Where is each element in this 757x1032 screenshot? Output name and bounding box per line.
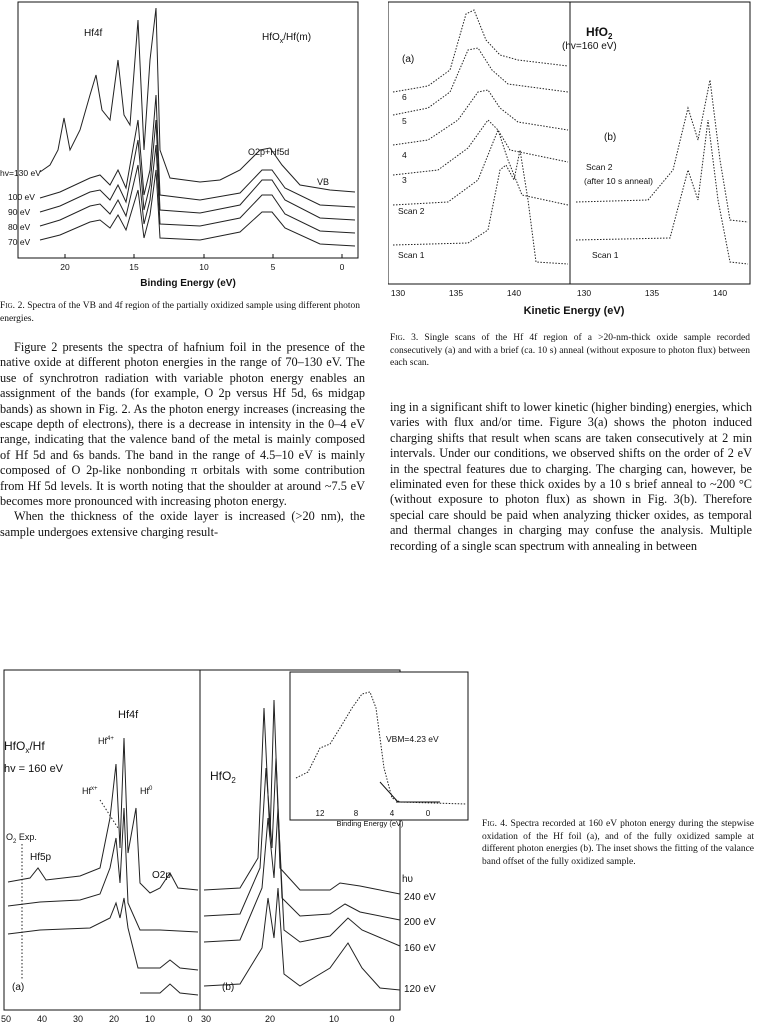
fig3-scan-curve [393, 130, 568, 205]
fig4-xtick-a: 10 [144, 1014, 156, 1024]
fig2-label-sample: HfO$_x$/Hf(m) [262, 32, 312, 45]
fig4-sample-b: HfO$_2$ [210, 769, 236, 785]
fig4-hv-b: hυ [402, 874, 414, 885]
fig4-spectrum-a [8, 898, 198, 970]
fig3-xlabel: Kinetic Energy (eV) [523, 305, 625, 317]
fig2-energy-label: 80 eV [8, 222, 31, 232]
fig4-inset-xtick: 8 [353, 809, 359, 818]
fig4-hf4plus: $Hf^{4+}$ [98, 736, 114, 746]
body-text-right [390, 400, 752, 554]
figure-2 [0, 0, 365, 290]
fig4-energy-b: 160 eV [404, 943, 436, 954]
fig2-label-vb: VB [317, 177, 330, 187]
fig3-anneal-b: (after 10 s anneal) [584, 176, 653, 186]
fig4-xtick-a: 50 [0, 1014, 12, 1024]
fig4-inset [290, 672, 468, 820]
fig3-scan-label: 5 [402, 116, 407, 126]
fig2-xtick: 15 [129, 262, 139, 272]
fig4-hv-a: hv = 160 eV [4, 763, 64, 775]
paragraph: Figure 2 presents the spectra of hafnium foil in the presence of the native oxide at different photon energies in the range of 70–130 eV. The use of synchrotron radiation with variable photon energy enables an assignment of the bands (for example, O 2p versus Hf 5d, 6s midgap bands) as shown in Fig. 2. As the photon energy increases (increasing the escape depth of electrons), there is a decrease in intensity in the 0–4 eV range, indicating that the valence band of the metal is mainly composed of Hf 5d and 6s bands. The band in the range of 4.5–10 eV is mainly composed of O 2p-like nonbonding π orbitals with some contribution from Hf 5d levels. It is worth noting that the shoulder at around ~7.5 eV becomes more pronounced with increasing photon energy. [0, 340, 365, 509]
fig2-xtick: 0 [339, 262, 345, 272]
fig4-hf5p: Hf5p [30, 852, 52, 863]
fig2-xlabel: Binding Energy (eV) [140, 278, 236, 289]
fig2-energy-label: 70 eV [8, 237, 31, 247]
fig2-energy-label: 90 eV [8, 207, 31, 217]
fig2-label-hf4f: Hf4f [84, 28, 103, 39]
fig4-sample-a: HfO$_x$/Hf [4, 739, 45, 755]
fig3-scan-curve [393, 120, 568, 175]
fig2-spectrum [40, 145, 355, 233]
fig4-energy-b: 120 eV [404, 984, 436, 995]
fig4-inset-xlabel: Binding Energy (eV) [336, 819, 404, 828]
fig3-xtick-b: 140 [712, 288, 728, 298]
fig2-energy-label: 100 eV [8, 192, 35, 202]
fig2-xtick: 10 [199, 262, 209, 272]
fig3-scan-curve [393, 90, 568, 145]
fig4-energy-b: 200 eV [404, 917, 436, 928]
fig2-xtick: 20 [60, 262, 70, 272]
fig4-xtick-a: 20 [108, 1014, 120, 1024]
fig4-caption-label: Fig. 4. [482, 819, 508, 829]
fig3-scan-label: Scan 1 [398, 250, 425, 260]
fig4-spectrum-b [204, 808, 400, 946]
fig4-inset-xtick: 12 [315, 809, 325, 818]
fig4-panel-a: (a) [12, 982, 25, 993]
fig4-o2p: O2p [152, 870, 171, 881]
fig2-caption-label: Fig. 2. [0, 301, 25, 311]
fig4-energy-b: 240 eV [404, 892, 436, 903]
fig4-hf4f: Hf4f [118, 709, 139, 721]
fig4-xtick-b: 30 [200, 1014, 212, 1024]
fig3-scan-curve [576, 120, 748, 264]
fig4-inset-vbm: VBM=4.23 eV [386, 734, 439, 744]
fig3-scan-curve [576, 80, 748, 222]
fig3-panel-a: (a) [402, 54, 415, 65]
fig3-scan1-b: Scan 1 [592, 250, 619, 260]
fig3-scan-label: 4 [402, 150, 407, 160]
fig2-spectrum [40, 95, 355, 207]
fig3-scan-curve [393, 48, 568, 115]
fig3-caption-text: Single scans of the Hf 4f region of a >20-nm-thick oxide sample recorded consecutively (a) and with a brief (ca. 10 s) anneal (without exposure to photon flux) between each scan. [390, 333, 751, 368]
fig2-label-o2p: O2p+Hf5d [248, 147, 290, 157]
fig4-panel-b: (b) [222, 982, 235, 993]
fig4-inset-xtick: 0 [425, 809, 431, 818]
fig2-energy-label: hv=130 eV [0, 168, 41, 178]
fig4-spectrum-b [204, 888, 400, 990]
fig3-xtick-b: 130 [576, 288, 592, 298]
fig2-xtick: 5 [270, 262, 276, 272]
fig3-scan-label: 6 [402, 92, 407, 102]
fig3-caption [390, 332, 750, 370]
figure-3 [388, 0, 757, 320]
fig4-xtick-b: 20 [264, 1014, 276, 1024]
fig3-panel-b: (b) [604, 132, 617, 143]
fig4-xtick-a: 0 [187, 1014, 193, 1024]
fig3-scan-label: 3 [402, 175, 407, 185]
fig4-caption-text: Spectra recorded at 160 eV photon energy during the stepwise oxidation of the Hf foil (a), and of the fully oxidized sample at different photon energies (b). The inset shows the fitting of the valance band offset of the fully oxidized sample. [482, 819, 755, 867]
fig3-xtick-b: 135 [644, 288, 660, 298]
fig3-xtick-a: 135 [448, 288, 464, 298]
fig4-caption [482, 818, 754, 868]
fig3-scan2-b: Scan 2 [586, 162, 613, 172]
fig4-hfxplus: $Hf^{x+}$ [82, 786, 98, 796]
fig3-caption-label: Fig. 3. [390, 333, 419, 343]
fig4-o2exp: $O_2$ Exp. [6, 832, 37, 845]
fig4-spectrum-a [140, 984, 198, 995]
fig3-scan-curve [393, 10, 568, 92]
fig3-scan-label: Scan 2 [398, 206, 425, 216]
fig4-inset-xtick: 4 [389, 809, 395, 818]
paragraph: When the thickness of the oxide layer is increased (>20 nm), the sample undergoes extensive charging result- [0, 509, 365, 539]
fig4-xtick-a: 30 [72, 1014, 84, 1024]
fig3-xtick-a: 130 [390, 288, 406, 298]
fig4-hf0: Hf$^0$ [140, 786, 153, 796]
fig3-title: HfO$_2$ [586, 25, 613, 41]
fig4-xtick-a: 40 [36, 1014, 48, 1024]
body-text-left [0, 340, 365, 540]
fig2-spectrum [40, 120, 355, 220]
figure-4 [0, 668, 470, 1032]
fig4-xtick-b: 10 [328, 1014, 340, 1024]
fig2-caption [0, 300, 360, 325]
fig3-subtitle: (hv=160 eV) [562, 41, 617, 52]
fig4-xtick-b: 0 [389, 1014, 395, 1024]
fig3-xtick-a: 140 [506, 288, 522, 298]
paragraph: ing in a significant shift to lower kinetic (higher binding) energies, which varies with flux and/or time. Figure 3(a) shows the photon induced charging shifts that result when scans are taken consecutively at 2 min intervals. Under our conditions, we observed shifts on the order of 2 eV in the spectral features due to charging. The charging can, however, be eliminated even for these thick oxides by a 10 s brief anneal to ~200 °C (without exposure to photon flux) as shown in Fig. 3(b). Therefore special care should be paid when analyzing thicker oxides, as temporal and thermal changes in charging may confuse the analysis. Multiple recording of a single scan spectrum with annealing in between [390, 400, 752, 553]
fig3-frame-a [388, 2, 570, 284]
fig2-caption-text: Spectra of the VB and 4f region of the partially oxidized sample using different photon energies. [0, 301, 361, 324]
